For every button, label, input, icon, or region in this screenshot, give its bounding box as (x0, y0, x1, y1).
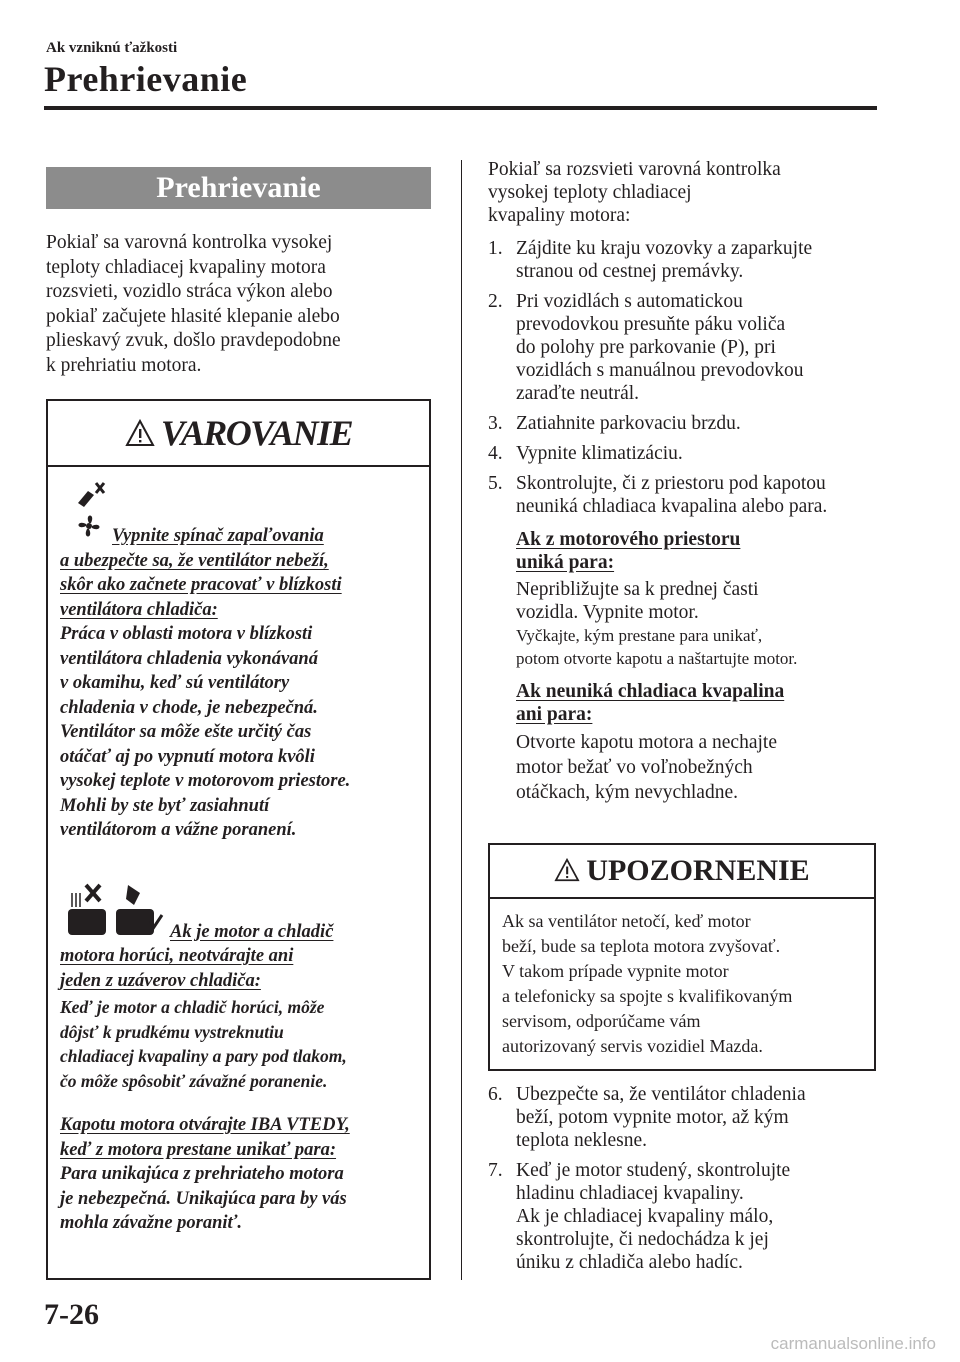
no-hand-icon (74, 481, 419, 511)
warning-header (48, 401, 429, 467)
caution-title: UPOZORNENIE (586, 854, 810, 887)
warning-3-text: Para unikajúca z prehriateho motora je nebezpečná. Unikajúca para by vás mohla závažne poraniť. (60, 1164, 347, 1233)
caution-header (490, 845, 874, 899)
warning-1-text: Práca v oblasti motora v blízkosti ventilátora chladenia vykonávaná v okamihu, keď sú ventilátory chladenia v chode, je nebezpečná. Ventilátor sa môže ešte určitý čas otáčať aj po vypnutí motora kvôli vysokej teplote v motorovom priestore. Mohli by ste byť zasiahnutí ventilátorom a vážne poranení. (60, 624, 351, 840)
list-item: 2. Pri vozidlách s automatickou prevodovkou presuňte páku voliča do polohy pre parkovanie (P), pri vozidlách s manuálnou prevodovkou zaraďte neutrál. (488, 291, 804, 404)
watermark: carmanualsonline.info (770, 1334, 936, 1353)
section-label: Ak vzniknú ťažkosti (46, 40, 178, 56)
header-rule (44, 106, 877, 110)
list-item: 4. Vypnite klimatizáciu. (488, 443, 683, 464)
warning-2-heading: Ak je motor a chladič motora horúci, neotvárajte ani jeden z uzáverov chladiča: (60, 881, 419, 994)
warning-3-heading: Kapotu motora otvárajte IBA VTEDY, keď z motora prestane unikať para: (60, 1115, 350, 1160)
caution-text: Ak sa ventilátor netočí, keď motor beží, bude sa teplota motora zvyšovať. V takom prípade vypnite motor a telefonicky sa spojte s kvalifikovaným servisom, odporúčame vám autorizovaný servis vozidiel Mazda. (502, 911, 793, 1056)
steam-subheading: Ak z motorového priestoru uniká para: (516, 529, 741, 573)
list-item: 5. Skontrolujte, či z priestoru pod kapotou neuniká chladiaca kvapalina alebo para. (488, 473, 828, 517)
no-leak-subheading: Ak neuniká chladiaca kvapalina ani para: (516, 681, 785, 725)
warning-triangle-icon (125, 419, 155, 447)
caution-box (488, 843, 876, 1071)
list-item: 6. Ubezpečte sa, že ventilátor chladenia beží, potom vypnite motor, až kým teplota neklesne. (488, 1084, 806, 1151)
no-leak-text: Otvorte kapotu motora a nechajte motor bežať vo voľnobežných otáčkach, kým nevychladne. (516, 732, 777, 803)
list-item: 1. Zájdite ku kraju vozovky a zaparkujte stranou od cestnej premávky. (488, 238, 813, 282)
list-item: 3. Zatiahnite parkovaciu brzdu. (488, 413, 741, 434)
steps-list (488, 237, 883, 518)
radiator-cap-icon (64, 881, 164, 945)
page-title: Prehrievanie (44, 59, 248, 99)
right-column (488, 158, 883, 805)
section-banner: Prehrievanie (46, 167, 431, 209)
column-divider (461, 160, 462, 1280)
warning-title: VAROVANIE (160, 413, 353, 453)
intro-paragraph: Pokiaľ sa varovná kontrolka vysokej teploty chladiacej kvapaliny motora rozsvieti, vozidlo stráca výkon alebo pokiaľ začujete hlasité klepanie alebo plieskavý zvuk, došlo pravdepodobne k prehriatiu motora. (46, 232, 341, 376)
warning-triangle-icon (554, 858, 580, 882)
warning-2-text: Keď je motor a chladič horúci, môže dôjsť k prudkému vystreknutiu chladiacej kvapaliny a pary pod tlakom, čo môže spôsobiť závažné poranenie. (60, 997, 347, 1091)
page-number: 7-26 (44, 1298, 99, 1331)
right-intro: Pokiaľ sa rozsvieti varovná kontrolka vysokej teploty chladiacej kvapaliny motora: (488, 159, 781, 226)
fan-icon (74, 511, 104, 549)
left-column (46, 167, 431, 378)
warning-box (46, 399, 431, 1280)
warning-body (48, 467, 429, 1236)
steps-list-continued (488, 1083, 883, 1281)
steam-text: Nepribližujte sa k prednej časti vozidla. Vypnite motor. Vyčkajte, kým prestane para unikať, potom otvorte kapotu a naštartujte motor. (516, 579, 798, 668)
warning-1-heading: Vypnite spínač zapaľovania a ubezpečte sa, že ventilátor nebeží, skôr ako začnete pracovať v blízkosti ventilátora chladiča: (60, 511, 419, 622)
list-item: 7. Keď je motor studený, skontrolujte hladinu chladiacej kvapaliny. Ak je chladiacej kvapaliny málo, skontrolujte, či nedochádza k jej úniku z chladiča alebo hadíc. (488, 1160, 791, 1273)
